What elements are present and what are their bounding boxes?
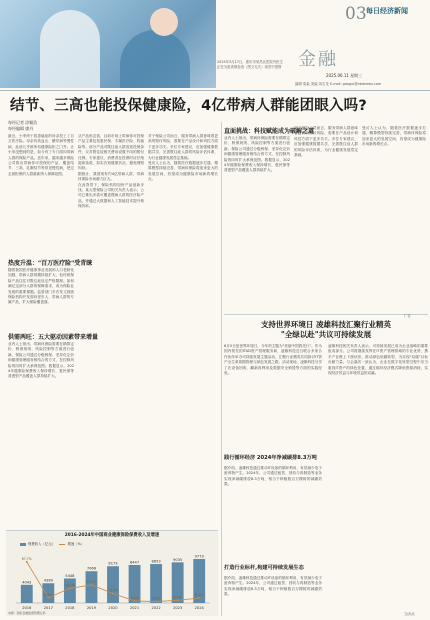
column-text: 最近，小李终于将患癌症的母亲投上了百万医疗险。母亲有高血压、糖尿病等慢性病，此前几乎被所有健康险拒之门外。让小李没想到的是，如今有了专门面向带病人群的保险产品。近年来，越来越多保险公司推出带病体可投保的产品，覆盖结节、三高、乳腺结节等常见慢性病，把过去被拒保的人群重新纳入保障范围。	[8, 134, 74, 176]
x-tick-label: 2017	[43, 606, 53, 610]
growth-point	[134, 600, 136, 602]
growth-value-label: 4.4%	[173, 595, 182, 600]
advertorial-text: 6月5日是世界环境日，今年的主题为"美丽中国我先行"。作为国内领先的ITAD资产管理服务商，凌雄科技近日联合多家合作伙伴举办可持续发展主题活动，汇聚行业精英共同探讨IT资产全生命周期管理与绿色发展之路。活动现场，凌雄科技分享了在设备回收、翻新再利用及数据安全销毁等方面的实践经验。	[224, 344, 322, 376]
chart-title: 2016-2024年中国商业健康保险保费收入及增速	[64, 533, 160, 538]
bar-2020	[107, 566, 119, 603]
chart-source-note: 来源：国家金融监督管理总局	[8, 611, 46, 615]
reporters	[8, 120, 37, 132]
x-tick-label: 2022	[151, 606, 161, 610]
advertorial-column-1c	[224, 576, 322, 612]
bar-2019	[86, 571, 98, 603]
column-text: 受访人士认为，随着医疗数据逐步打通、精算模型持续完善，带病体保险将迎来更大的发展空间，有望成为健康险市场新的增长点。	[148, 161, 218, 182]
advertorial	[224, 318, 428, 614]
advertorial-text: 据介绍，凌雄科技通过推动IT设备的循环利用，有效减少电子废弃物产生。2024年，公司通过租赁、回收与再制造等业务实现净减碳排放8.3万吨，相当于种植数百万棵树的减碳效果。	[224, 466, 322, 487]
article-column-4	[224, 136, 290, 312]
article-column-1b	[8, 268, 74, 326]
growth-value-label: 15.7%	[107, 588, 119, 593]
column-text: 据统计，我国现有约4亿带病人群，带病体保险市场潜力巨大。	[78, 171, 144, 182]
growth-point	[47, 597, 49, 599]
column-text: 在此背景下，保险机构加快产品创新步伐。某大型保险公司相关负责人表示，公司已推出多款可覆盖慢病人群的医疗险产品，并通过大数据和人工智能技术提升核保效率。	[78, 182, 144, 209]
advertorial-headline	[224, 320, 428, 340]
subhead-3: 直面挑战：科技赋能成为破解之道	[224, 128, 315, 135]
bar-value-label: 4043	[22, 580, 32, 585]
advertorial-footer: 文/孙从	[404, 612, 415, 616]
column-text: 受访人士认为，随着医疗数据逐步打通、精算模型持续完善，带病体保险将迎来更大的发展空间，有望成为健康险市场新的增长点。	[362, 126, 426, 147]
column-text: 业内人士指出，带病体保险需要在精算定价、核保规则、风险控制等方面进行创新。保险公司通过分级核保、差异化定价和健康管理服务相结合的方式，在控制风险的同时扩大承保范围。数据显示，2024年健康险保费收入保持增长，惠民保等普惠型产品覆盖人群持续扩大。	[224, 136, 290, 173]
column-text: 业内人士指出，带病体保险需要在精算定价、核保规则、风险控制等方面进行创新。保险公司通过分级核保、差异化定价和健康管理服务相结合的方式，在控制风险的同时扩大承保范围。数据显示，2024年健康险保费收入保持增长，惠民保等普惠型产品覆盖人群持续扩大。	[8, 342, 74, 379]
subhead-2: 供需两旺：五大驱动因素带来增量	[8, 334, 99, 341]
article-column-6	[362, 126, 426, 312]
column-text: 对于保险公司而言，服务带病人群意味着更高的赔付风险，需要在产品设计和风控方面下更多功夫。多位专家建议，应加强健康数据共享，完善既往症人群的风险评估体系，为行业健康发展奠定基础。	[294, 126, 358, 158]
growth-point	[155, 601, 157, 603]
advertorial-column-1b	[224, 466, 322, 558]
growth-value-label: 29.7%	[86, 579, 97, 584]
article-column-1	[8, 134, 74, 254]
medical-photo	[0, 0, 216, 88]
bar-value-label: 9773	[194, 554, 204, 559]
bar-value-label: 7066	[86, 566, 97, 571]
article-column-5	[294, 126, 358, 312]
growth-point	[26, 561, 28, 563]
growth-point	[69, 587, 71, 589]
bar-value-label: 5448	[65, 573, 75, 578]
advertorial-subhead-1: 践行循环经济 2024年净减碳排8.3万吨	[224, 455, 317, 461]
x-tick-label: 2024	[194, 606, 204, 610]
growth-value-label: 8.6%	[44, 592, 53, 597]
bar-value-label: 8653	[151, 559, 161, 564]
advertorial-headline-line1: 支持世界环境日 凌雄科技汇聚行业精英	[260, 320, 392, 329]
x-tick-label: 2023	[173, 606, 183, 610]
article-column-2	[78, 134, 144, 526]
paper-name: 每日经济新闻	[366, 7, 408, 15]
main-headline: 结节、三高也能投保健康险，4亿带病人群能团眼入吗?	[10, 98, 367, 114]
growth-point	[198, 597, 200, 599]
growth-point	[90, 584, 92, 586]
subhead-1: 热度升温："百万医疗险"受青睐	[8, 260, 93, 267]
column-text: 从产品形态看，目前市场上带病体可投保产品主要包括惠民保、专属医疗险、防癌险等。部分产品对既往症人群放宽投保条件，仅对既往症相关费用设置不同的赔付比例。专家建议，消费者在投保时应仔细阅读条款，如实告知健康状况，避免理赔纠纷。	[78, 134, 144, 171]
masthead-rule	[0, 90, 430, 91]
editor-line: 每经编辑 廖丹	[8, 126, 34, 131]
advertorial-text: 凌雄科技相关负责人表示，可持续发展已成为企业战略的重要组成部分。公司将继续发挥在IT资产管理领域的专业优势，携手产业链上下游伙伴，推动绿色低碳转型，为实现"双碳"目标贡献力量。与会嘉宾一致认为，企业在数字化转型过程中应当重视IT资产的绿色处置，通过循环经济模式降低资源消耗，实现经济效益与环境效益的双赢。	[328, 344, 428, 376]
column-divider	[221, 122, 222, 616]
section-title: 金融	[298, 49, 338, 70]
column-text: 随着我国医疗健康事业发展和人口老龄化加剧，带病人群规模持续扩大，但传统保险产品往往对既往症设定严格限制。如何满足这部分人群的保障需求，成为保险业发展的重要课题。监管部门多次发文鼓励保险机构开发面向老年人、带病人群的专属产品，扩大保险覆盖面。	[8, 268, 74, 305]
advertorial-column-1	[224, 344, 322, 448]
growth-value-label: 3.4%	[130, 595, 139, 600]
masthead	[0, 0, 430, 90]
advertorial-text: 据介绍，凌雄科技通过推动IT设备的循环利用，有效减少电子废弃物产生。2024年，公司通过租赁、回收与再制造等业务实现净减碳排放8.3万吨，相当于种植数百万棵树的减碳效果。	[224, 576, 322, 597]
x-tick-label: 2016	[22, 606, 32, 610]
ad-tag: 广告	[404, 314, 411, 318]
page-number: 03	[345, 4, 367, 24]
staff-line: 编辑 梁枭 美编 刘吉龙 E-mail: gaogui@nbdnews.com	[295, 82, 382, 86]
growth-value-label: 8.2%	[195, 593, 204, 598]
legend-label-bar: 保费收入（亿元）	[28, 542, 56, 546]
growth-point	[177, 599, 179, 601]
advertorial-subhead-2: 打造行业标杆,构建可持续发展生态	[224, 565, 304, 571]
x-tick-label: 2020	[108, 606, 118, 610]
growth-value-label: 24.1%	[64, 583, 75, 588]
article-column-3	[148, 134, 218, 526]
bar-line-chart	[6, 541, 218, 613]
x-tick-label: 2018	[65, 606, 75, 610]
bar-2016	[21, 585, 33, 603]
photo-caption: 2025年3月17日，重庆市荣昌区医院内医生正在为患者做检查（图文无关）视觉中国图	[217, 60, 283, 69]
column-text: 对于保险公司而言，服务带病人群意味着更高的赔付风险，需要在产品设计和风控方面下更多功夫。多位专家建议，应加强健康数据共享，完善既往症人群的风险评估体系，为行业健康发展奠定基础。	[148, 134, 218, 160]
x-tick-label: 2019	[86, 606, 97, 610]
advertorial-headline-line2: "全绿以赴"共议可持续发展	[280, 330, 372, 339]
ad-divider	[224, 314, 428, 315]
growth-value-label: 2.4%	[152, 596, 161, 601]
article-column-1c	[8, 342, 74, 528]
advertorial-column-2	[328, 344, 428, 608]
chart-panel	[6, 530, 218, 616]
reporter-line: 每经记者 涂颖浩	[8, 120, 38, 125]
legend-label-line: 增速（%）	[67, 542, 85, 546]
dateline: 2025.06.11 星期三	[326, 73, 363, 78]
bar-2018	[64, 578, 76, 603]
bar-value-label: 9035	[173, 557, 183, 562]
growth-value-label: 67.7%	[21, 556, 32, 561]
bar-value-label: 8173	[108, 561, 118, 566]
bar-value-label: 4389	[43, 578, 53, 583]
growth-point	[112, 592, 114, 594]
bar-value-label: 8447	[129, 560, 140, 565]
x-tick-label: 2021	[129, 606, 140, 610]
